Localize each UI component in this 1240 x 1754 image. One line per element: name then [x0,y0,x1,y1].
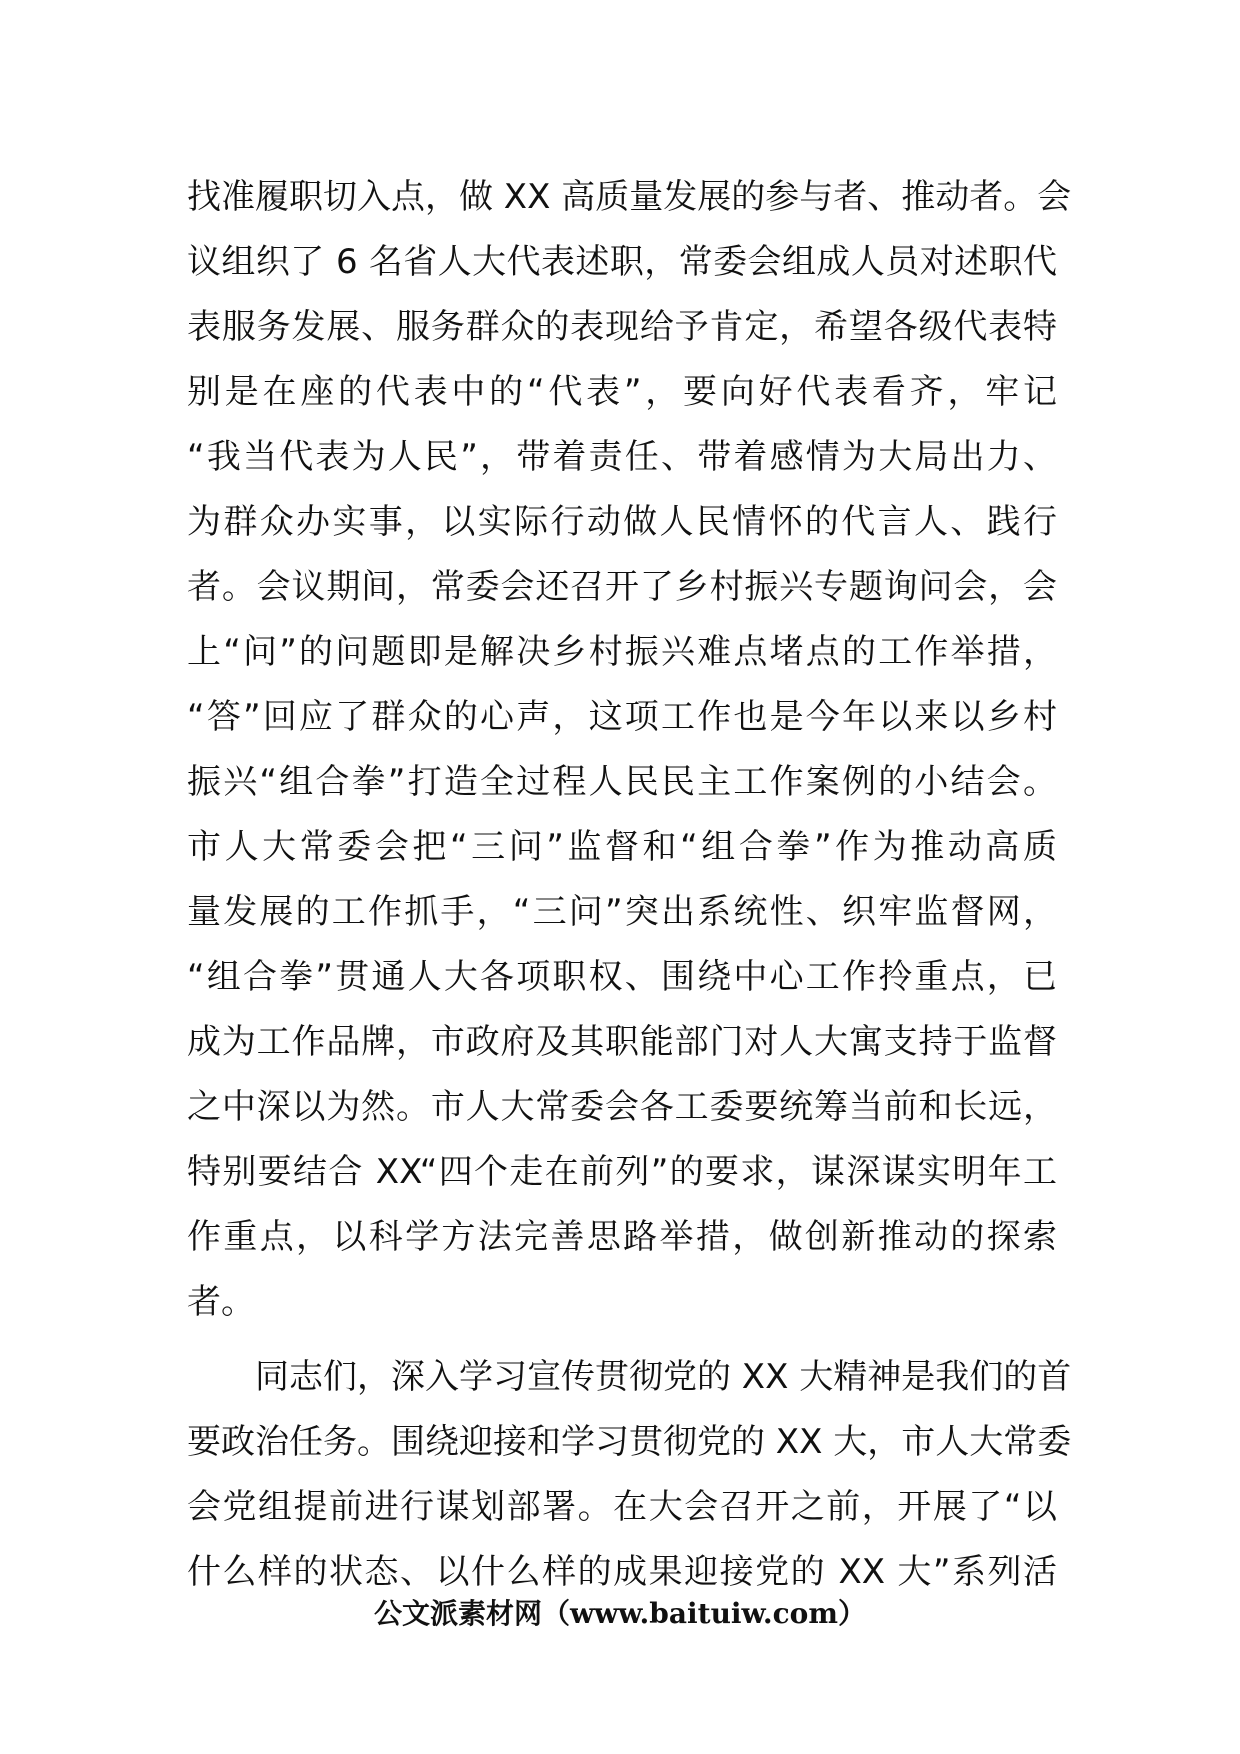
document-body [187,165,1072,1605]
text-line: 别是在座的代表中的“代表”，要向好代表看齐，牢记 [187,372,1057,412]
paragraph-1 [187,165,1072,1335]
text-line: “我当代表为人民”，带着责任、带着感情为大局出力、 [187,437,1057,477]
text-line: 什么样的状态、以什么样的成果迎接党的 XX 大”系列活 [187,1552,1057,1592]
text-line: 之中深以为然。市人大常委会各工委要统筹当前和长远， [187,1087,1057,1127]
text-line: 者。会议期间，常委会还召开了乡村振兴专题询问会，会 [187,567,1057,607]
text-line: 为群众办实事，以实际行动做人民情怀的代言人、践行 [187,502,1057,542]
footer-watermark: 公文派素材网（www.baituiw.com） [374,1597,866,1630]
text-line: “答”回应了群众的心声，这项工作也是今年以来以乡村 [187,697,1057,737]
text-line: 找准履职切入点，做 XX 高质量发展的参与者、推动者。会 [187,177,1072,217]
text-line: 振兴“组合拳”打造全过程人民民主工作案例的小结会。 [187,762,1057,802]
text-line: 会党组提前进行谋划部署。在大会召开之前，开展了“以 [187,1487,1057,1527]
text-line: 作重点，以科学方法完善思路举措，做创新推动的探索 [187,1217,1057,1257]
text-line: 特别要结合 XX“四个走在前列”的要求，谋深谋实明年工 [187,1152,1057,1192]
paragraph-2 [187,1345,1072,1605]
text-line: 同志们，深入学习宣传贯彻党的 XX 大精神是我们的首 [255,1357,1072,1397]
text-line: 者。 [187,1282,255,1322]
text-line: 上“问”的问题即是解决乡村振兴难点堵点的工作举措， [187,632,1057,672]
paragraph-gap [187,1335,1057,1345]
text-line: 量发展的工作抓手，“三问”突出系统性、织牢监督网， [187,892,1057,932]
text-line: 成为工作品牌，市政府及其职能部门对人大寓支持于监督 [187,1022,1057,1062]
text-line: 表服务发展、服务群众的表现给予肯定，希望各级代表特 [187,307,1057,347]
text-line: “组合拳”贯通人大各项职权、围绕中心工作拎重点，已 [187,957,1057,997]
text-line: 要政治任务。围绕迎接和学习贯彻党的 XX 大，市人大常委 [187,1422,1072,1462]
text-line: 市人大常委会把“三问”监督和“组合拳”作为推动高质 [187,827,1057,867]
text-line: 议组织了 6 名省人大代表述职，常委会组成人员对述职代 [187,242,1057,282]
